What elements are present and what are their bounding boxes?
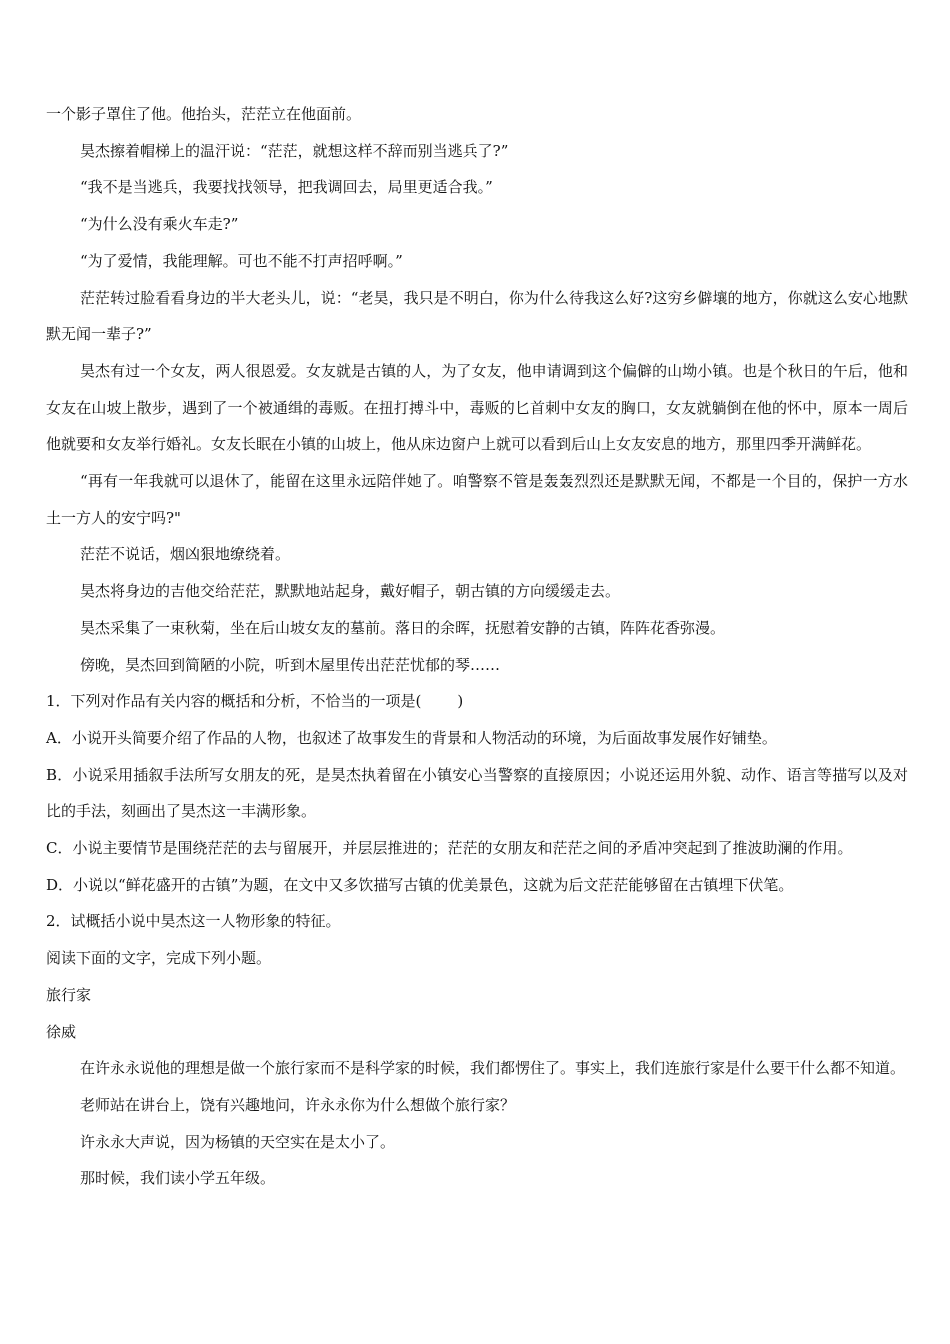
story-paragraph: 昊杰有过一个女友，两人很恩爱。女友就是古镇的人，为了女友，他申请调到这个偏僻的山坳小镇。也是个秋日的午后，他和女友在山坡上散步，遇到了一个被通缉的毒贩。在扭打搏斗中，毒贩的匕首刺中女友的胸口，女友就躺倒在他的怀中，原本一周后他就要和女友举行婚礼。女友长眠在小镇的山坡上，他从床边窗户上就可以看到后山上女友安息的地方，那里四季开满鲜花。 bbox=[46, 361, 908, 454]
option-a: A．小说开头简要介绍了作品的人物，也叙述了故事发生的背景和人物活动的环境，为后面故事发展作好铺垫。 bbox=[46, 728, 777, 747]
option-d: D．小说以“鲜花盛开的古镇”为题，在文中又多饮描写古镇的优美景色，这就为后文茫茫能够留在古镇埋下伏笔。 bbox=[46, 875, 794, 894]
question-2: 2．试概括小说中昊杰这一人物形象的特征。 bbox=[46, 912, 341, 931]
document-page bbox=[46, 96, 908, 1197]
story-paragraph: “为了爱情，我能理解。可也不能不打声招呼啊。” bbox=[80, 251, 403, 270]
reading-instruction: 阅读下面的文字，完成下列小题。 bbox=[46, 949, 272, 968]
story-paragraph: “为什么没有乘火车走?” bbox=[80, 215, 239, 234]
article-title: 旅行家 bbox=[46, 985, 92, 1004]
question-1-stem bbox=[46, 683, 908, 720]
article-paragraph: 许永永大声说，因为杨镇的天空实在是太小了。 bbox=[80, 1132, 396, 1151]
story-paragraph: 昊杰擦着帽梯上的温汗说：“茫茫，就想这样不辞而别当逃兵了?” bbox=[80, 141, 509, 160]
question-1-stem-close: ) bbox=[457, 692, 464, 711]
story-paragraph: “我不是当逃兵，我要找找领导，把我调回去，局里更适合我。” bbox=[80, 178, 493, 197]
article-paragraph: 在许永永说他的理想是做一个旅行家而不是科学家的时候，我们都愣住了。事实上，我们连旅行家是什么要干什么都不知道。 bbox=[80, 1059, 906, 1078]
story-paragraph: 一个影子罩住了他。他抬头，茫茫立在他面前。 bbox=[46, 105, 362, 123]
story-paragraph: 傍晚，昊杰回到简陋的小院，听到木屋里传出茫茫忧郁的琴…… bbox=[80, 655, 501, 674]
question-1-stem-text: 1．下列对作品有关内容的概括和分析，不恰当的一项是( bbox=[46, 692, 422, 711]
story-paragraph: 茫茫不说话，烟凶狠地缭绕着。 bbox=[80, 545, 291, 564]
option-c: C．小说主要情节是围绕茫茫的去与留展开，并层层推进的；茫茫的女朋友和茫茫之间的矛盾冲突起到了推波助澜的作用。 bbox=[46, 839, 853, 858]
story-paragraph: 茫茫转过脸看看身边的半大老头儿，说：“老昊，我只是不明白，你为什么待我这么好?这穷乡僻壤的地方，你就这么安心地默默无闻一辈子?” bbox=[46, 288, 908, 344]
story-paragraph: 昊杰将身边的吉他交给茫茫，默默地站起身，戴好帽子，朝古镇的方向缓缓走去。 bbox=[80, 582, 621, 601]
story-paragraph: 昊杰采集了一束秋菊，坐在后山坡女友的墓前。落日的余晖，抚慰着安静的古镇，阵阵花香弥漫。 bbox=[80, 618, 726, 637]
article-paragraph: 老师站在讲台上，饶有兴趣地问，许永永你为什么想做个旅行家？ bbox=[80, 1095, 516, 1114]
article-author: 徐威 bbox=[46, 1022, 77, 1041]
story-paragraph: “再有一年我就可以退休了，能留在这里永远陪伴她了。咱警察不管是轰轰烈烈还是默默无闻，不都是一个目的，保护一方水土一方人的安宁吗?" bbox=[46, 472, 908, 527]
article-paragraph: 那时候，我们读小学五年级。 bbox=[80, 1169, 276, 1188]
option-b: B．小说采用插叙手法所写女朋友的死，是昊杰执着留在小镇安心当警察的直接原因；小说还运用外貌、动作、语言等描写以及对比的手法，刻画出了昊杰这一丰满形象。 bbox=[46, 765, 908, 821]
